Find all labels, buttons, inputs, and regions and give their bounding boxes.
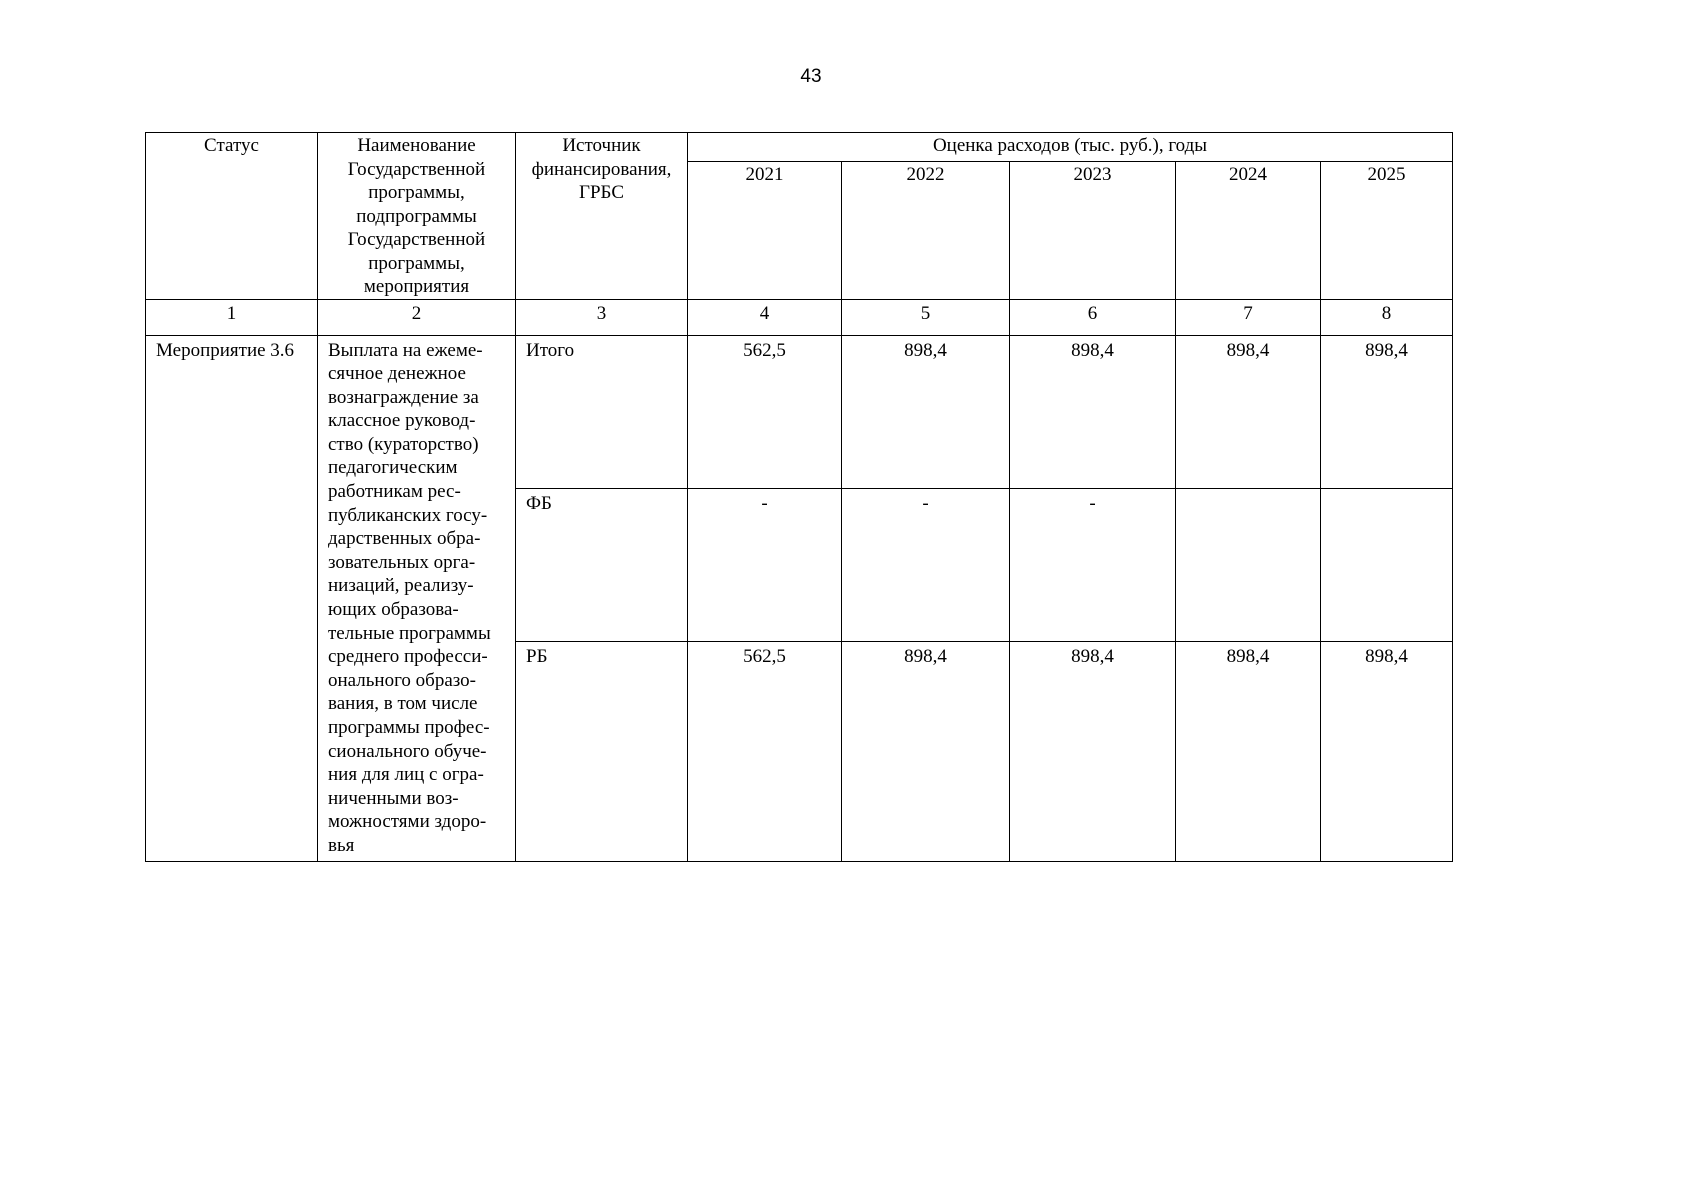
header-year: 2022: [842, 162, 1010, 299]
header-year: 2024: [1176, 162, 1321, 299]
header-year: 2025: [1321, 162, 1453, 299]
header-source: Источник финансирования, ГРБС: [516, 133, 688, 300]
value-cell: -: [688, 488, 842, 641]
header-expenses: Оценка расходов (тыс. руб.), годы: [688, 133, 1453, 162]
source-cell: РБ: [516, 641, 688, 861]
value-cell: 898,4: [842, 335, 1010, 488]
value-cell: [1176, 488, 1321, 641]
page-number: 43: [800, 66, 822, 87]
activity-name-text: Выплата на ежеме- сячное денежное вознаграждение за классное руковод- ство (кураторство) педагогическим работникам рес- публиканских госу- дарственных обра- зовательных орга- низаций, реализу- ющих образова- тельные программы среднего професси- онального образо- вания, в том числе программы профес- сионального обуче- ния для лиц с огра- ниченными воз- можностями здоро- вья: [328, 339, 491, 856]
value-cell: 898,4: [1321, 335, 1453, 488]
column-number: 2: [318, 299, 516, 335]
source-cell: Итого: [516, 335, 688, 488]
header-status: Статус: [146, 133, 318, 300]
budget-table: [145, 132, 1453, 862]
header-row: [146, 133, 1453, 162]
column-number: 6: [1010, 299, 1176, 335]
column-number: 1: [146, 299, 318, 335]
value-cell: [1321, 488, 1453, 641]
column-number-row: [146, 299, 1453, 335]
value-cell: 898,4: [1321, 641, 1453, 861]
value-cell: 898,4: [1176, 641, 1321, 861]
table-row-itogo: [146, 335, 1453, 488]
source-cell: ФБ: [516, 488, 688, 641]
value-cell: -: [1010, 488, 1176, 641]
status-cell: Мероприятие 3.6: [146, 335, 318, 861]
value-cell: 898,4: [1176, 335, 1321, 488]
value-cell: 562,5: [688, 641, 842, 861]
column-number: 7: [1176, 299, 1321, 335]
header-year: 2023: [1010, 162, 1176, 299]
header-year: 2021: [688, 162, 842, 299]
value-cell: 898,4: [1010, 335, 1176, 488]
value-cell: 562,5: [688, 335, 842, 488]
value-cell: 898,4: [1010, 641, 1176, 861]
value-cell: -: [842, 488, 1010, 641]
value-cell: 898,4: [842, 641, 1010, 861]
column-number: 4: [688, 299, 842, 335]
activity-name-cell: [318, 335, 516, 861]
column-number: 3: [516, 299, 688, 335]
header-name: Наименование Государственной программы, подпрограммы Государственной программы, мероприятия: [318, 133, 516, 300]
column-number: 5: [842, 299, 1010, 335]
column-number: 8: [1321, 299, 1453, 335]
